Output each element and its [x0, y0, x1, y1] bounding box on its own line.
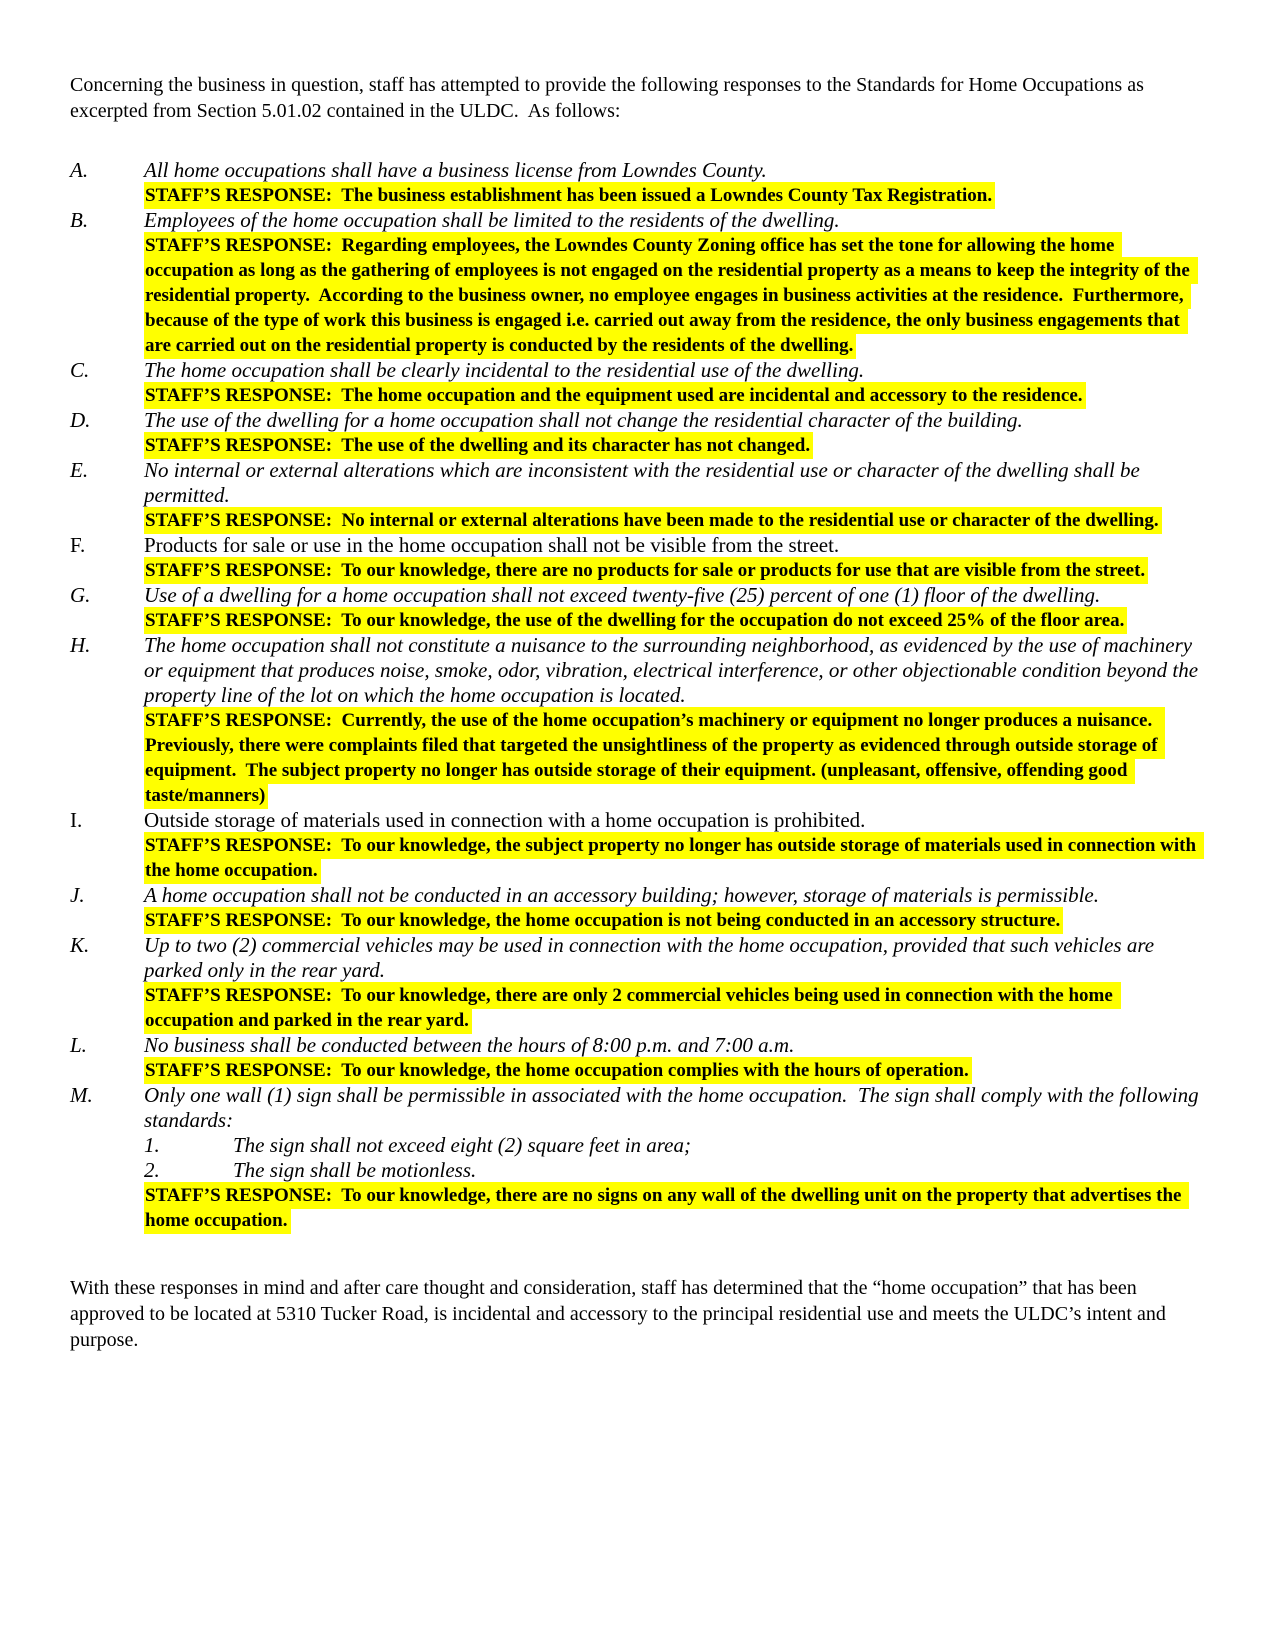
standard-text: A home occupation shall not be conducted in an accessory building; however, storage of materials is permissible. [144, 883, 1099, 907]
standard-text: Only one wall (1) sign shall be permissible in associated with the home occupation. The sign shall comply with the following standards: [144, 1083, 1204, 1132]
item-letter: G. [70, 583, 91, 607]
standard-text: Products for sale or use in the home occupation shall not be visible from the street. [144, 533, 840, 557]
item-letter: H. [70, 633, 91, 657]
standard-text: No internal or external alterations which are inconsistent with the residential use or character of the dwelling shall be permitted. [144, 458, 1146, 507]
intro-paragraph: Concerning the business in question, staff has attempted to provide the following responses to the Standards for Home Occupations as excerpted from Section 5.01.02 contained in the ULDC. As follows: [70, 74, 1149, 122]
list-item-i [70, 808, 1205, 883]
list-item-f [70, 533, 1205, 583]
staff-response-text: STAFF’S RESPONSE: To our knowledge, the home occupation is not being conducted in an accessory structure. [144, 907, 1063, 934]
staff-response-text: STAFF’S RESPONSE: To our knowledge, the use of the dwelling for the occupation do not exceed 25% of the floor area. [144, 607, 1127, 634]
staff-response-text: STAFF’S RESPONSE: To our knowledge, the subject property no longer has outside storage of materials used in connection with the home occupation. [144, 832, 1204, 884]
standard-text: Use of a dwelling for a home occupation shall not exceed twenty-five (25) percent of one (1) floor of the dwelling. [144, 583, 1101, 607]
item-letter: B. [70, 208, 89, 232]
list-item-h [70, 633, 1205, 808]
closing-paragraph: With these responses in mind and after care thought and consideration, staff has determined that the “home occupation” that has been approved to be located at 5310 Tucker Road, is incidental and accessory to the principal residential use and meets the ULDC’s intent and purpose. [70, 1277, 1171, 1351]
staff-response [144, 233, 1205, 358]
list-item-d [70, 408, 1205, 458]
list-item-m [70, 1083, 1205, 1233]
item-letter: C. [70, 358, 90, 382]
list-item-k [70, 933, 1205, 1033]
staff-response [144, 508, 1205, 533]
subitem-text: The sign shall not exceed eight (2) square feet in area; [233, 1133, 692, 1157]
staff-response [144, 558, 1205, 583]
item-letter: D. [70, 408, 91, 432]
staff-response [144, 383, 1205, 408]
staff-response [144, 433, 1205, 458]
list-item-g [70, 583, 1205, 633]
staff-response-text: STAFF’S RESPONSE: The business establishment has been issued a Lowndes County Tax Registration. [144, 182, 995, 209]
list-item-l [70, 1033, 1205, 1083]
staff-response-text: STAFF’S RESPONSE: To our knowledge, there are only 2 commercial vehicles being used in connection with the home occupation and parked in the rear yard. [144, 982, 1121, 1034]
standard-text: The home occupation shall be clearly incidental to the residential use of the dwelling. [144, 358, 865, 382]
standard-text: Outside storage of materials used in connection with a home occupation is prohibited. [144, 808, 866, 832]
staff-response-text: STAFF’S RESPONSE: Currently, the use of the home occupation’s machinery or equipment no longer produces a nuisance. Previously, there were complaints filed that targeted the unsightliness of the property as evidenced through outside storage of equipment. The subject property no longer has outside storage of their equipment. (unpleasant, offensive, offending good taste/manners) [144, 707, 1165, 809]
item-letter: M. [70, 1083, 93, 1107]
list-item-b [70, 208, 1205, 358]
list-item-j [70, 883, 1205, 933]
staff-response [144, 983, 1205, 1033]
standard-text: No business shall be conducted between the hours of 8:00 p.m. and 7:00 a.m. [144, 1033, 795, 1057]
standard-text: Up to two (2) commercial vehicles may be used in connection with the home occupation, provided that such vehicles are parked only in the rear yard. [144, 933, 1160, 982]
subitem-number: 1. [144, 1133, 160, 1157]
standard-text: Employees of the home occupation shall be limited to the residents of the dwelling. [144, 208, 840, 232]
list-item-e [70, 458, 1205, 533]
item-letter: A. [70, 158, 89, 182]
sign-standard-subitem-2 [144, 1158, 1205, 1183]
item-letter: F. [70, 533, 86, 557]
staff-response-text: STAFF’S RESPONSE: To our knowledge, there are no signs on any wall of the dwelling unit on the property that advertises the home occupation. [144, 1182, 1189, 1234]
standard-text: All home occupations shall have a business license from Lowndes County. [144, 158, 767, 182]
standards-list [70, 158, 1205, 1233]
staff-response [144, 1183, 1205, 1233]
staff-response-text: STAFF’S RESPONSE: Regarding employees, the Lowndes County Zoning office has set the tone for allowing the home occupation as long as the gathering of employees is not engaged on the residential property as a means to keep the integrity of the residential property. According to the business owner, no employee engages in business activities at the residence. Furthermore, because of the type of work this business is engaged i.e. carried out away from the residence, the only business engagements that are carried out on the residential property is conducted by the residents of the dwelling. [144, 232, 1198, 359]
staff-response-text: STAFF’S RESPONSE: The use of the dwelling and its character has not changed. [144, 432, 813, 459]
item-letter: K. [70, 933, 90, 957]
staff-response [144, 183, 1205, 208]
staff-response [144, 908, 1205, 933]
staff-response-text: STAFF’S RESPONSE: The home occupation and the equipment used are incidental and accessory to the residence. [144, 382, 1086, 409]
staff-response [144, 1058, 1205, 1083]
standard-text: The use of the dwelling for a home occupation shall not change the residential character of the building. [144, 408, 1023, 432]
subitem-text: The sign shall be motionless. [233, 1158, 477, 1182]
staff-response [144, 608, 1205, 633]
item-letter: J. [70, 883, 85, 907]
list-item-a [70, 158, 1205, 208]
staff-response-text: STAFF’S RESPONSE: To our knowledge, the home occupation complies with the hours of operation. [144, 1057, 972, 1084]
item-letter: L. [70, 1033, 87, 1057]
staff-response-text: STAFF’S RESPONSE: To our knowledge, there are no products for sale or products for use that are visible from the street. [144, 557, 1148, 584]
standard-text: The home occupation shall not constitute a nuisance to the surrounding neighborhood, as evidenced by the use of machinery or equipment that produces noise, smoke, odor, vibration, electrical interference, or other objectionable condition beyond the property line of the lot on which the home occupation is located. [144, 633, 1204, 707]
subitem-number: 2. [144, 1158, 160, 1182]
sign-standard-subitem-1 [144, 1133, 1205, 1158]
item-letter: E. [70, 458, 89, 482]
staff-response [144, 708, 1205, 808]
staff-response [144, 833, 1205, 883]
staff-response-text: STAFF’S RESPONSE: No internal or external alterations have been made to the residential use or character of the dwelling. [144, 507, 1162, 534]
list-item-c [70, 358, 1205, 408]
item-letter: I. [70, 808, 83, 832]
